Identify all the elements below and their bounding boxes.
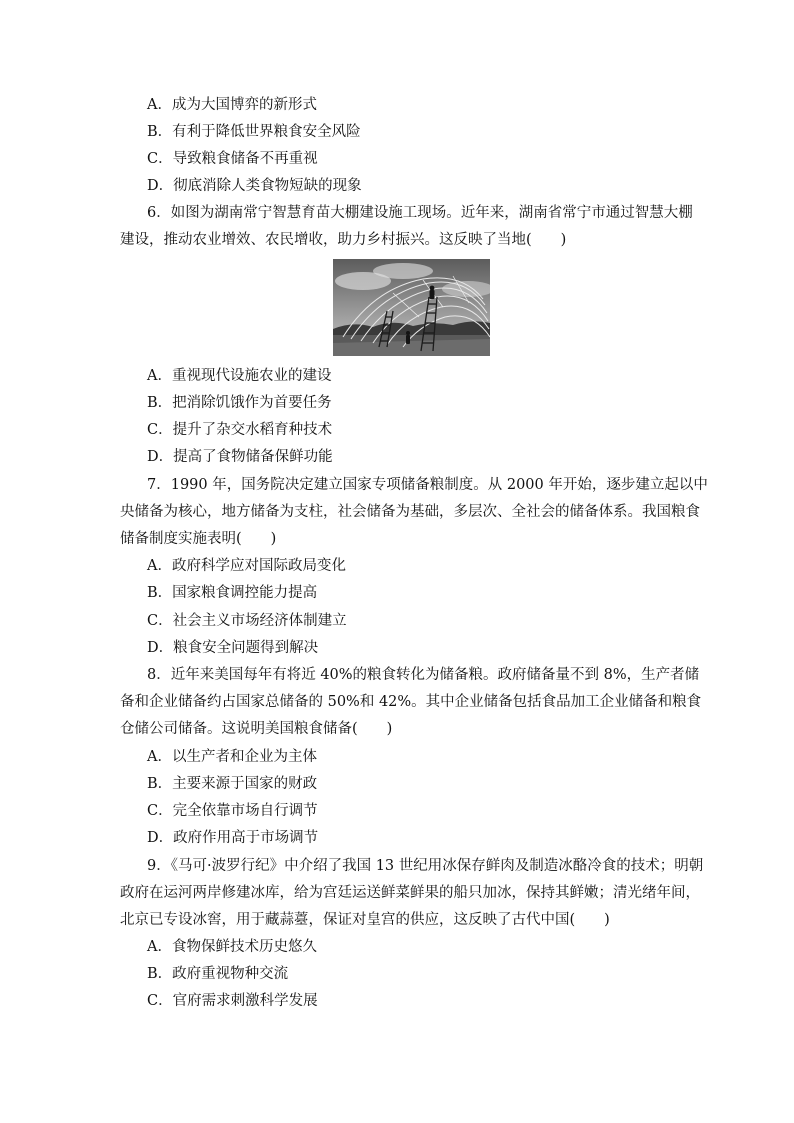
- q5-option-c: C．导致粮食储备不再重视: [147, 151, 318, 167]
- q5-option-b: B．有利于降低世界粮食安全风险: [147, 124, 361, 140]
- greenhouse-construction-photo: [333, 259, 490, 356]
- q9-stem-line-3: 北京已专设冰窖，用于藏蒜薹，保证对皇宫的供应，这反映了古代中国( ): [120, 912, 610, 928]
- q7-stem-line-3: 储备制度实施表明( ): [120, 531, 277, 547]
- q6-option-b: B．把消除饥饿作为首要任务: [147, 395, 332, 411]
- q8-stem-line-1: 8．近年来美国每年有将近 40%的粮食转化为储备粮。政府储备量不到 8%，生产者储: [147, 667, 700, 683]
- q8-option-b: B．主要来源于国家的财政: [147, 776, 318, 792]
- q5-option-d: D．彻底消除人类食物短缺的现象: [147, 178, 362, 194]
- q7-stem-line-2: 央储备为核心，地方储备为支柱，社会储备为基础，多层次、全社会的储备体系。我国粮食: [120, 504, 700, 520]
- q9-option-b: B．政府重视物种交流: [147, 966, 289, 982]
- q6-option-c: C．提升了杂交水稻育种技术: [147, 422, 333, 438]
- q7-stem-line-1: 7．1990 年，国务院决定建立国家专项储备粮制度。从 2000 年开始，逐步建立起以中: [147, 477, 708, 493]
- q8-option-a: A．以生产者和企业为主体: [147, 749, 317, 765]
- q8-option-c: C．完全依靠市场自行调节: [147, 803, 318, 819]
- q6-option-a: A．重视现代设施农业的建设: [147, 368, 332, 384]
- q7-option-c: C．社会主义市场经济体制建立: [147, 613, 347, 629]
- q6-stem-line-1: 6．如图为湖南常宁智慧育苗大棚建设施工现场。近年来，湖南省常宁市通过智慧大棚: [147, 205, 693, 221]
- q8-stem-line-3: 仓储公司储备。这说明美国粮食储备( ): [120, 721, 393, 737]
- q9-option-c: C．官府需求刺激科学发展: [147, 993, 318, 1009]
- q7-option-b: B．国家粮食调控能力提高: [147, 585, 318, 601]
- q5-option-a: A．成为大国博弈的新形式: [147, 97, 317, 113]
- q6-stem-line-2: 建设，推动农业增效、农民增收，助力乡村振兴。这反映了当地( ): [120, 232, 567, 248]
- q9-stem-line-1: 9．《马可·波罗行纪》中介绍了我国 13 世纪用冰保存鲜肉及制造冰酪冷食的技术；明朝: [147, 858, 704, 874]
- q8-stem-line-2: 备和企业储备约占国家总储备的 50%和 42%。其中企业储备包括食品加工企业储备和粮食: [120, 694, 702, 710]
- q8-option-d: D．政府作用高于市场调节: [147, 830, 319, 846]
- q7-option-a: A．政府科学应对国际政局变化: [147, 558, 346, 574]
- q6-option-d: D．提高了食物储备保鲜功能: [147, 449, 333, 465]
- q9-option-a: A．食物保鲜技术历史悠久: [147, 939, 317, 955]
- q7-option-d: D．粮食安全问题得到解决: [147, 640, 319, 656]
- q9-stem-line-2: 政府在运河两岸修建冰库，给为宫廷运送鲜菜鲜果的船只加冰，保持其鲜嫩；清光绪年间，: [120, 885, 700, 901]
